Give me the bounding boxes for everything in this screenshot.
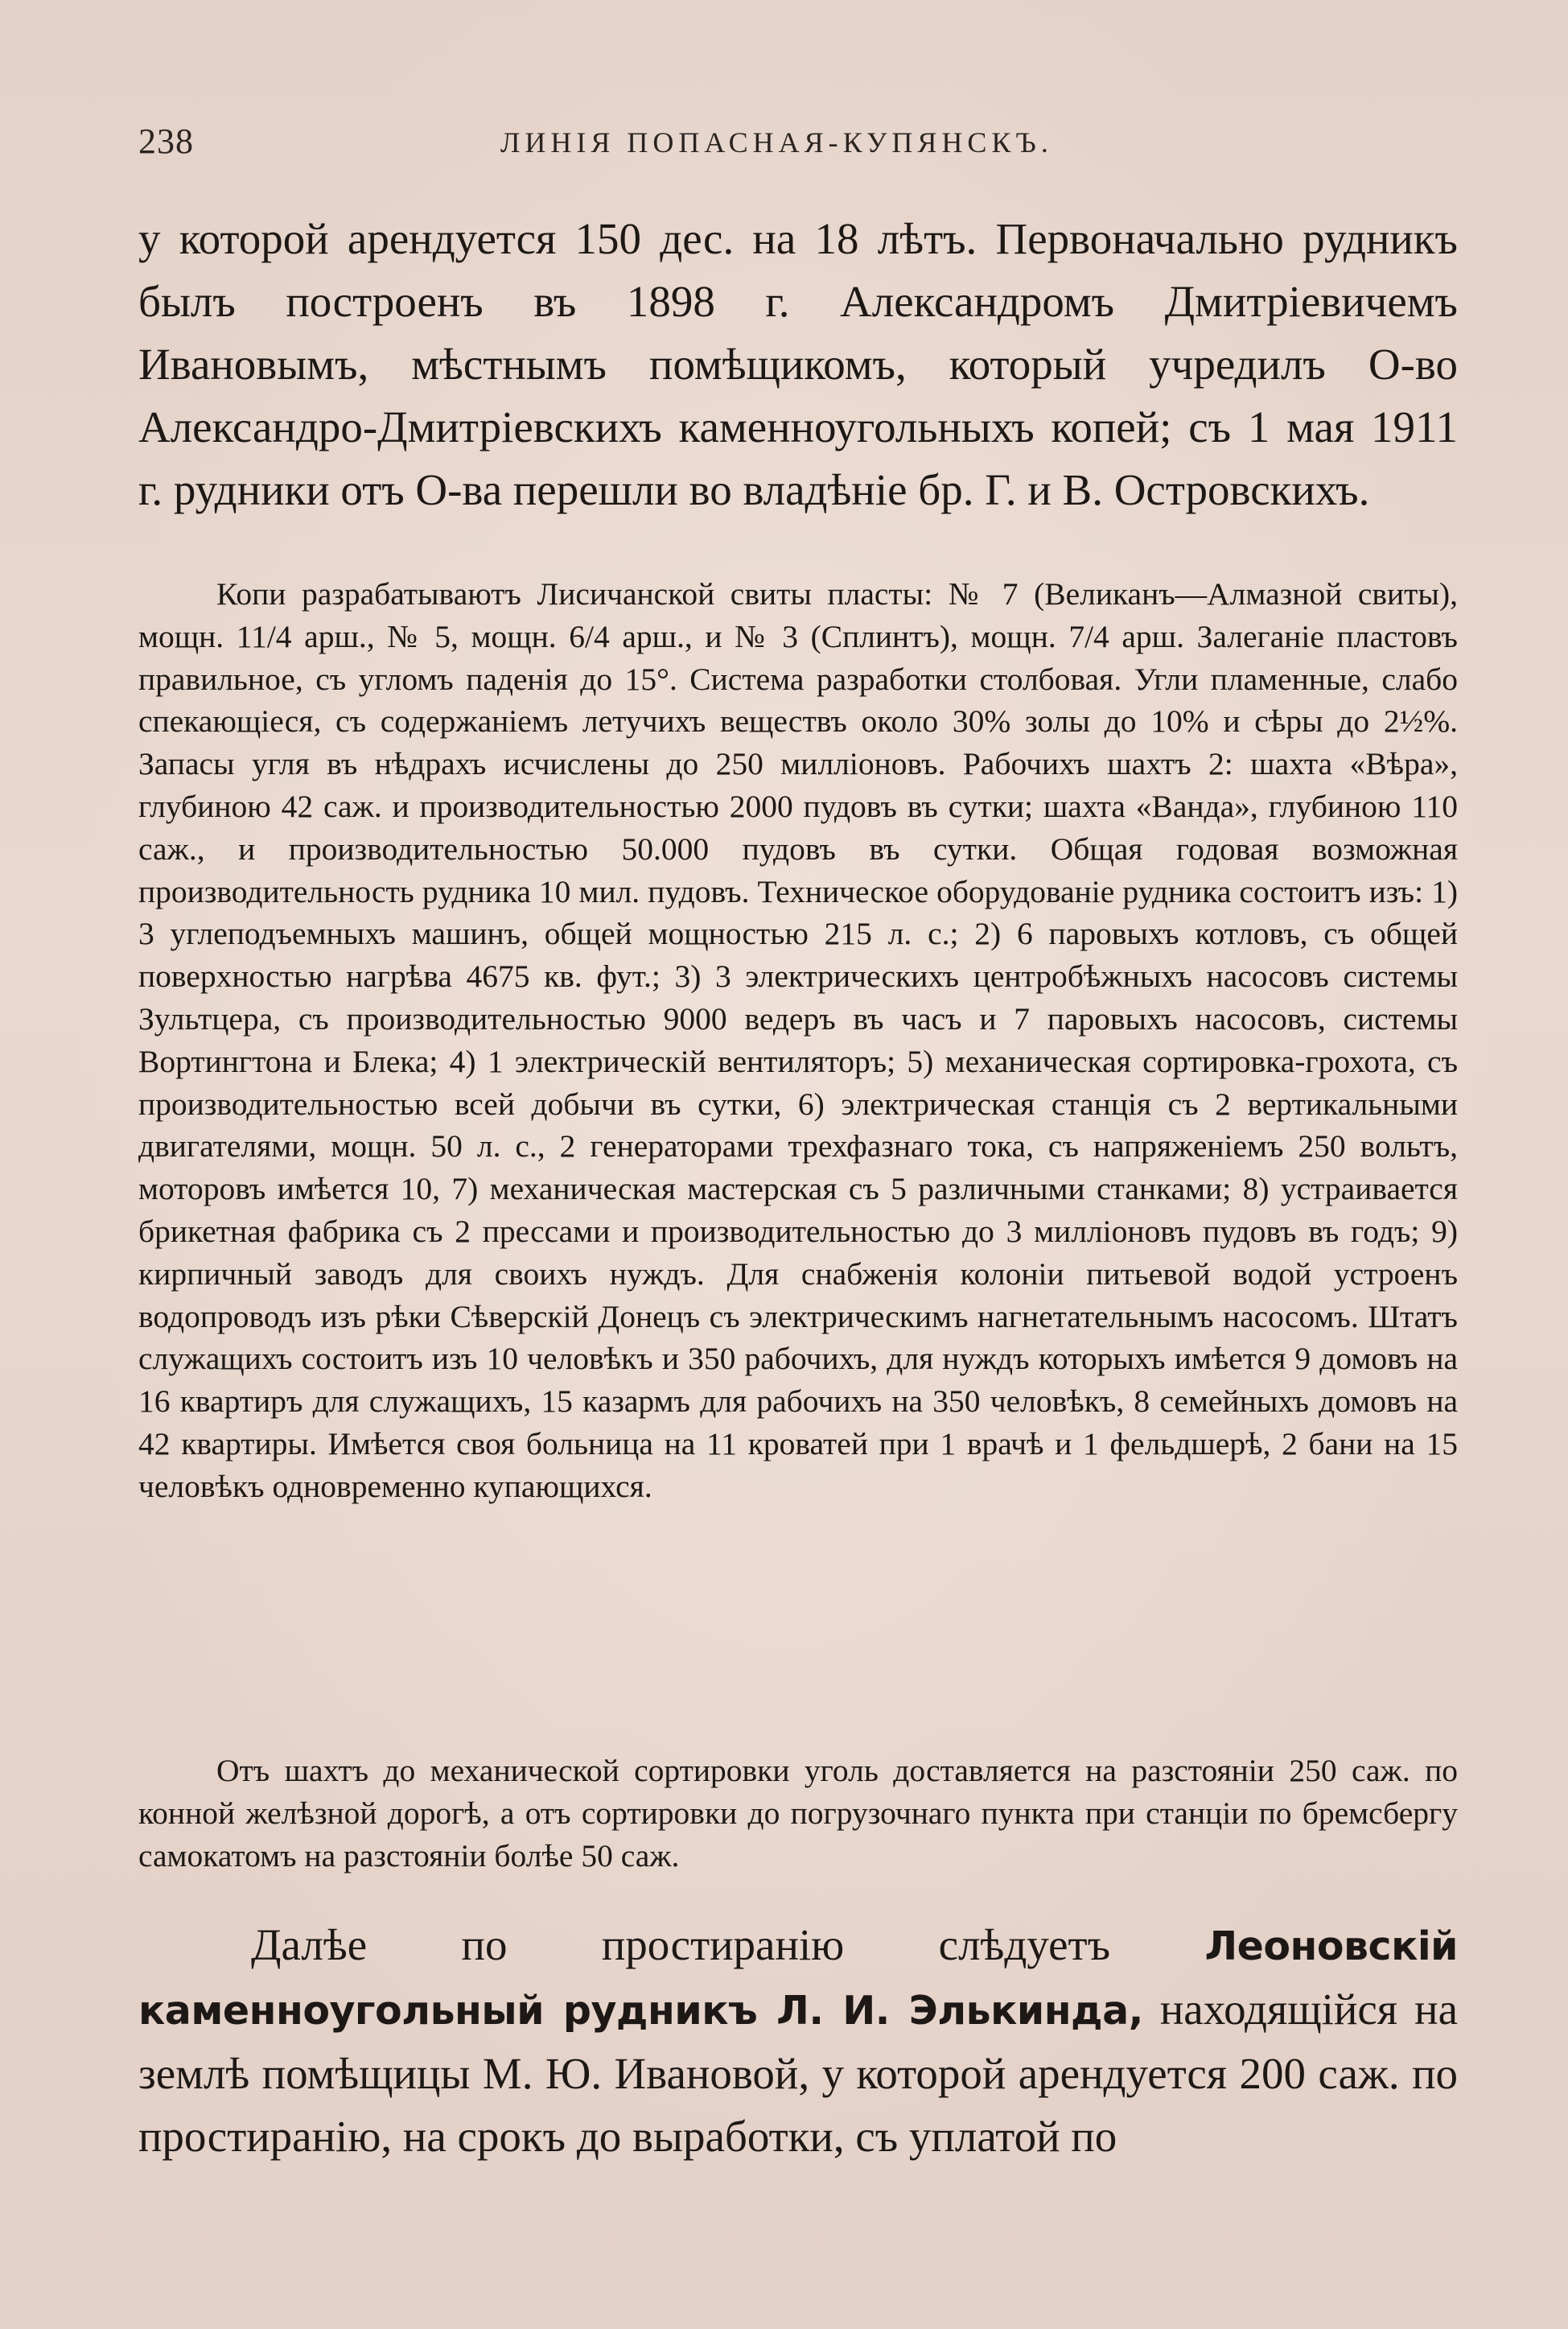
paragraph-coal-transport: Отъ шахтъ до механической сортировки уголь доставляется на разстояніи 250 саж. по конной желѣзной дорогѣ, а отъ сортировки до погрузочнаго пункта при станціи по бремсбергу самокатомъ на разстояніи болѣе 50 саж. [138,1753,1458,1874]
paragraph-continuation: у которой арендуется 150 дес. на 18 лѣтъ. Первоначально рудникъ былъ построенъ въ 1898 г. Александромъ Дмитріевичемъ Ивановымъ, мѣстнымъ помѣщикомъ, который учредилъ О-во Александро-Дмитріевскихъ каменноугольныхъ копей; съ 1 мая 1911 г. рудники отъ О-ва перешли во владѣніе бр. Г. и В. Островскихъ. [138,214,1458,514]
paragraph-leonovsky-rest: находящійся на землѣ помѣщицы М. Ю. Ивановой, у которой арендуется 200 саж. по простиранію, на срокъ до выработки, съ уплатой по [138,1985,1458,2161]
paragraph-mine-description: Копи разрабатываютъ Лисичанской свиты пласты: № 7 (Великанъ—Алмазной свиты), мощн. 11/4 арш., № 5, мощн. 6/4 арш., и № 3 (Сплинтъ), мощн. 7/4 арш. Залеганіе пластовъ правильное, съ угломъ паденія до 15°. Система разработки столбовая. Угли пламенные, слабо спекающіеся, съ содержаніемъ летучихъ веществъ около 30% золы до 10% и сѣры до 2½%. Запасы угля въ нѣдрахъ исчислены до 250 милліоновъ. Рабочихъ шахтъ 2: шахта «Вѣра», глубиною 42 саж. и производительностью 2000 пудовъ въ сутки; шахта «Ванда», глубиною 110 саж., и производительностью 50.000 пудовъ въ сутки. Общая годовая возможная производительность рудника 10 мил. пудовъ. Техническое оборудованіе рудника состоитъ изъ: 1) 3 углеподъемныхъ машинъ, общей мощностью 215 л. с.; 2) 6 паровыхъ котловъ, съ общей поверхностью нагрѣва 4675 кв. фут.; 3) 3 электрическихъ центробѣжныхъ насосовъ системы Зультцера, съ производительностью 9000 ведеръ въ часъ и 7 паровыхъ насосовъ, системы Вортингтона и Блека; 4) 1 электрическій вентиляторъ; 5) механическая сортировка-грохота, съ производительностью всей добычи въ сутки, 6) электрическая станція съ 2 вертикальными двигателями, мощн. 50 л. с., 2 генераторами трехфазнаго тока, съ напряженіемъ 250 вольтъ, моторовъ имѣется 10, 7) механическая мастерская съ 5 различными станками; 8) устраивается брикетная фабрика съ 2 прессами и производительностью до 3 милліоновъ пудовъ въ годъ; 9) кирпичный заводъ для своихъ нуждъ. Для снабженія колоніи питьевой водой устроенъ водопроводъ изъ рѣки Сѣверскій Донецъ съ электрическимъ нагнетательнымъ насосомъ. Штатъ служащихъ состоитъ изъ 10 человѣкъ и 350 рабочихъ, для нуждъ которыхъ имѣется 9 домовъ на 16 квартиръ для служащихъ, 15 казармъ для рабочихъ на 350 человѣкъ, 8 семейныхъ домовъ на 42 квартиры. Имѣется своя больница на 11 кроватей при 1 врачѣ и 1 фельдшерѣ, 2 бани на 15 человѣкъ одновременно купающихся. [138,576,1458,1504]
paragraph-leonovsky-intro: Далѣе по простиранію слѣдуетъ [251,1920,1205,1969]
mine-name-emphasis: Леоновскій каменноугольный рудникъ Л. И. Элькинда, [138,1923,1458,2034]
paragraph-leonovsky-mine [138,1914,1458,2168]
page-header [138,121,1458,166]
page-number: 238 [138,122,194,161]
running-title: ЛИНІЯ ПОПАСНАЯ-КУПЯНСКЪ. [500,126,1053,159]
